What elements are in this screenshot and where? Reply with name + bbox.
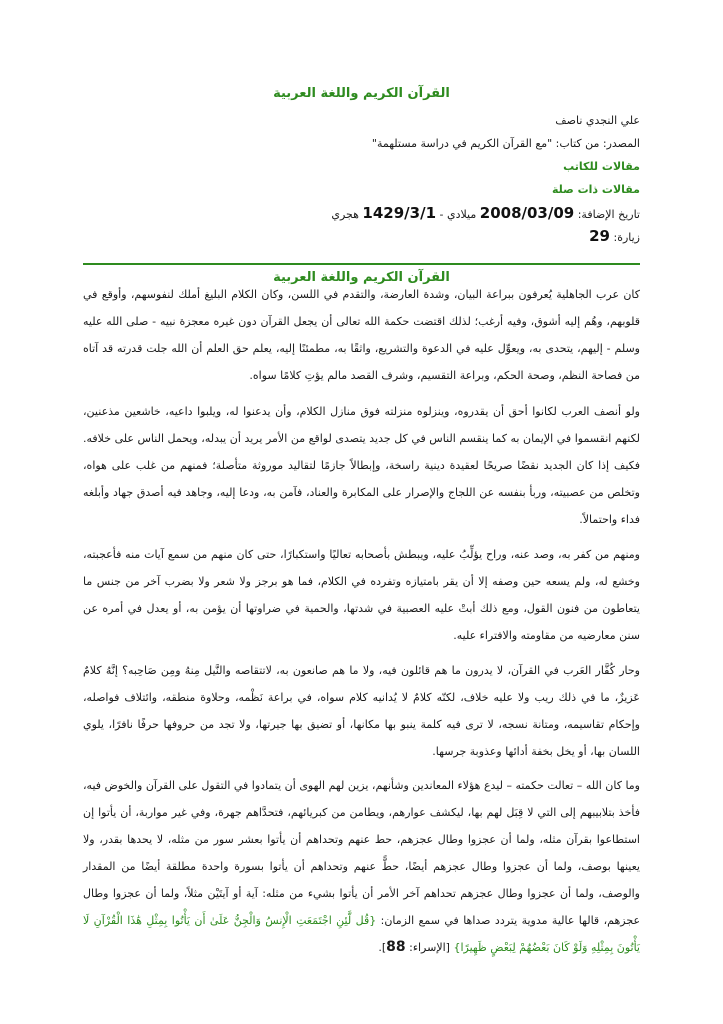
gregorian-suffix: ميلادي - bbox=[439, 208, 477, 221]
section-divider bbox=[83, 263, 640, 265]
related-articles-link[interactable]: مقالات ذات صلة bbox=[551, 183, 640, 196]
hijri-date: 1429/3/1 bbox=[362, 204, 437, 222]
visit-count bbox=[83, 227, 640, 245]
paragraph-1: كان عرب الجاهلية يُعرفون ببراعة البيان، وشدة العارضة، والتقدم في اللسن، وكان الكلام البليغ أملك لنفوسهم، وأوقع في قلوبهم، وهُم إليه أشوق، وفيه أرغب؛ لذلك اقتضت حكمة الله تعالى أن يجعل القرآن دون غيره معجزة نبيه - صلى الله عليه وسلم - إليهم، يتحدى به، ويعوِّل عليه في الدعوة والتشريع، واثقًا به، مطمئنًا إليه، يعلم حق العلم أن الله جلت قدرته قد آتاه من فصاحة النظم، وصحة الحكم، وبراعة التقسيم، وشرف القصد مالم يؤتِ كلامًا سواه. bbox=[83, 288, 640, 382]
author-articles-link[interactable]: مقالات للكاتب bbox=[563, 160, 640, 173]
date-label: تاريخ الإضافة: bbox=[577, 208, 640, 221]
visits-label: زيارة: bbox=[613, 231, 640, 244]
paragraph-2: ولو أنصف العرب لكانوا أحق أن يقدروه، وينزلوه منزلته فوق منازل الكلام، وأن يدعنوا له، ويلبوا داعيه، خاشعين مذعنين، لكنهم انقسموا في الإيمان به كما ينقسم الناس في كل جديد يتصدى لواقع من الأمر يريد أن يبدله، ويحمل الناس على خلافه. فكيف إذا كان الجديد نقضًا صريحًا لعقيدة دينية راسخة، وإبطالاً جازمًا لتقاليد موروثة متأصلة؛ فمنهم من غلب على هواه، وتخلص من عصبيته، وربأ بنفسه عن اللجاج والإصرار على المكابرة والعناد، فآمن به، ودعا إليه، وجاهد فيه أصدق جهاد وأبلغه فداء واحتمالاً. bbox=[83, 405, 640, 526]
author-name: علي النجدي ناصف bbox=[555, 114, 640, 127]
quran-verse: {قُل لَّئِنِ اجْتَمَعَتِ الْإِنسُ وَالْجِنُّ عَلَىٰ أَن يَأْتُوا بِمِثْلِ هَٰذَا الْقُرْآنِ لَا يَأْتُونَ بِمِثْلِهِ وَلَوْ كَانَ بَعْضُهُمْ لِبَعْضٍ ظَهِيرًا} bbox=[83, 914, 640, 954]
paragraph-5-text: وما كان الله – تعالت حكمته – ليدع هؤلاء المعاندين وشأنهم، يزين لهم الهوى أن يتمادوا في التقول على القرآن والخوض فيه، فأخذ بتلابيبهم إلى التي لا قِبَل لهم بها، ليكشف عوارهم، ويطامن من كبريائهم، فتحدَّاهم جهرة، وفي غير مواربة، أن يأتوا إن استطاعوا بقرآن مثله، ولما أن عجزوا وطال عجزهم، حط عنهم وتحداهم أن يأتوا بعشر سور من مثله، لا يحدها بقدر، ولا يعينها بوصف، ولما أن عجزوا وطال عجزهم أيضًا، حطًّ عنهم وتحداهم أن يأتوا بسورة واحدة مطلقة أيضًا من المقدار والوصف، ولما أن عجزوا وطال عجزهم تحداهم آخر الأمر أن يأتوا بشيء من مثله: آية أو آيتَيْن مثلاً، ولما أن عجزوا وطال عجزهم، قالها عالية مدوية يتردد صداها في سمع الزمان: bbox=[83, 779, 641, 927]
surah-name: [الإسراء: bbox=[409, 941, 450, 954]
verse-ref-close: ]. bbox=[378, 941, 387, 954]
gregorian-date: 2008/03/09 bbox=[479, 204, 575, 222]
paragraph-3: ومنهم من كفر به، وصد عنه، وراح يؤلِّبُ عليه، ويبطش بأصحابه تعاليًا واستكبارًا، حتى كان منهم من سمع آيات منه فأعجبته، وخشع له، ولم يسعه حين وصفه إلا أن يقر بامتيازه وتفرده في الكلام، فما هو برجز ولا شعر ولا بضرب آخر من جنس ما يتعاطون من فنون القول، ومع ذلك أبتْ عليه العصبية في شدتها، والحمية في ضراوتها أن يؤمن به، أو يعدل في أمره عن سنن معارضيه من مقاومته والافتراء عليه. bbox=[83, 548, 640, 642]
paragraph-5 bbox=[83, 772, 640, 961]
paragraph-4: وحار كُفَّار العَرب في القرآن، لا يدرون ما هم قائلون فيه، ولا ما هم صانعون به، لاتتقاصه والنَّيل مِنهُ ومِن صَاحِبه؟ إنَّهُ كلامٌ عَزيزٌ، ما في ذلك ريب ولا عليه خلاف، لكنّه كلامٌ لا يُدانيه كلام سواه، في براعة نَظْمه، وحلاوة منطقه، وائتلاف فواصله، وإحكام تقاسيمه، ومتانة نسجه، لا ترى فيه كلمة ينبو بها مكانها، أو تضيق بها جيرتها، ولا تجد من حروفها حرفًا نافرًا، يلوي اللسان بها، أو يخل بخفة أدائها وعذوبة جرسها. bbox=[83, 664, 640, 758]
article-title: القرآن الكريم واللغة العربية bbox=[273, 270, 450, 285]
verse-number: 88 bbox=[386, 939, 406, 955]
source-line: المصدر: من كتاب: "مع القرآن الكريم في دراسة مستلهمة" bbox=[371, 137, 640, 150]
page-title: القرآن الكريم واللغة العربية bbox=[273, 86, 450, 101]
hijri-suffix: هجري bbox=[331, 208, 359, 221]
date-added bbox=[83, 204, 640, 222]
verse-reference bbox=[378, 941, 450, 954]
visits-number: 29 bbox=[589, 227, 610, 245]
